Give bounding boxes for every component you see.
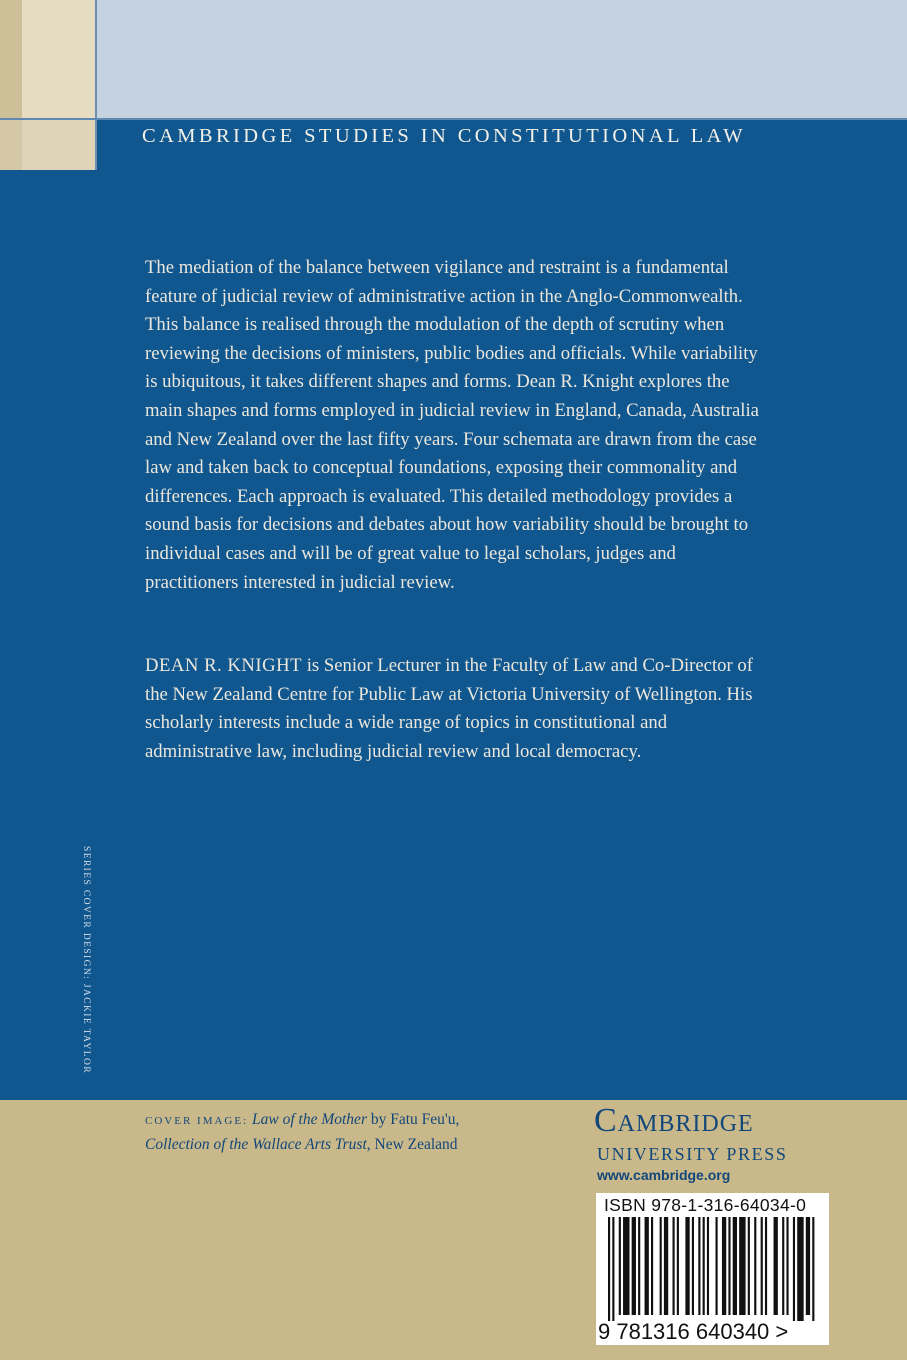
isbn-barcode — [596, 1193, 829, 1345]
barcode-bar — [664, 1217, 668, 1315]
barcode-bar — [612, 1217, 614, 1321]
barcode-bar — [632, 1217, 636, 1315]
barcode-bar — [739, 1217, 745, 1315]
decor-block-tan-light — [22, 0, 95, 118]
author-bio-text: is Senior Lecturer in the Faculty of Law and Co-Director of the New Zealand Centre for Public Law at Victoria University of Wellington. His scholarly interests include a wide range of topics in constitutional and administrative law, including judicial review and local democracy. — [145, 655, 753, 762]
cover-image-collection: Collection of the Wallace Arts Trust — [145, 1136, 367, 1153]
barcode-bar — [733, 1217, 737, 1315]
cover-image-work: Law of the Mother — [252, 1111, 367, 1128]
decor-block-pale-blue — [95, 0, 907, 118]
barcode-bar — [608, 1217, 610, 1321]
publisher-url[interactable]: www.cambridge.org — [597, 1167, 731, 1183]
decor-block-tan-lower — [0, 118, 22, 170]
barcode-bar — [707, 1217, 709, 1315]
author-name: DEAN R. KNIGHT — [145, 655, 303, 676]
barcode-bar — [786, 1217, 788, 1315]
barcode-bar — [660, 1217, 662, 1315]
barcode-bar — [806, 1217, 810, 1315]
barcode-bar — [761, 1217, 763, 1315]
barcode-bar — [703, 1217, 705, 1315]
barcode-bar — [692, 1217, 694, 1315]
barcode-bar — [782, 1217, 784, 1315]
series-cover-design-credit: SERIES COVER DESIGN: JACKIE TAYLOR — [81, 846, 91, 1074]
barcode-bar — [797, 1217, 803, 1321]
barcode-bar — [754, 1217, 756, 1315]
isbn-label: ISBN 978-1-316-64034-0 — [604, 1195, 807, 1215]
barcode-bar — [677, 1217, 679, 1315]
publisher-press: UNIVERSITY PRESS — [597, 1144, 788, 1164]
decor-rule-horizontal — [0, 118, 907, 120]
decor-block-cream-lower — [22, 118, 95, 170]
barcode-bar — [774, 1217, 778, 1315]
series-title: CAMBRIDGE STUDIES IN CONSTITUTIONAL LAW — [142, 125, 746, 147]
decor-rule-vertical — [95, 0, 97, 170]
barcode-bar — [748, 1217, 750, 1315]
barcode-bar — [651, 1217, 653, 1315]
barcode-bar — [722, 1217, 726, 1315]
barcode-bar — [698, 1217, 700, 1315]
barcode-bar — [619, 1217, 621, 1315]
barcode-bars — [608, 1217, 816, 1321]
publisher-logo-name: Cambridge — [594, 1102, 754, 1139]
barcode-bar — [623, 1217, 629, 1315]
barcode-bar — [765, 1217, 767, 1315]
barcode-bar — [638, 1217, 640, 1315]
barcode-bar — [685, 1217, 689, 1315]
barcode-bar — [716, 1217, 718, 1315]
barcode-bar — [728, 1217, 730, 1315]
barcode-bar — [673, 1217, 675, 1315]
author-bio — [145, 652, 765, 766]
barcode-bar — [793, 1217, 795, 1321]
cover-image-location: , New Zealand — [366, 1136, 458, 1153]
cover-image-label: COVER IMAGE: — [145, 1115, 249, 1127]
cover-image-credit — [145, 1108, 565, 1157]
barcode-digits: 9 781316 640340 > — [598, 1319, 789, 1344]
book-description: The mediation of the balance between vigilance and restraint is a fundamental feature of judicial review of administrative action in the Anglo-Commonwealth. This balance is realised through the modulation of the depth of scrutiny when reviewing the decisions of ministers, public bodies and officials. While variability is ubiquitous, it takes different shapes and forms. Dean R. Knight explores the main shapes and forms employed in judicial review in England, Canada, Australia and New Zealand over the last fifty years. Four schemata are drawn from the case law and taken back to conceptual foundations, exposing their commonality and differences. Each approach is evaluated. This detailed methodology provides a sound basis for decisions and debates about how variability should be brought to individual cases and will be of great value to legal scholars, judges and practitioners interested in judicial review. — [145, 257, 759, 593]
decor-block-tan-dark — [0, 0, 22, 118]
barcode-bar — [812, 1217, 814, 1321]
barcode-bar — [645, 1217, 649, 1315]
cover-image-artist: by Fatu Feu'u, — [366, 1111, 460, 1128]
